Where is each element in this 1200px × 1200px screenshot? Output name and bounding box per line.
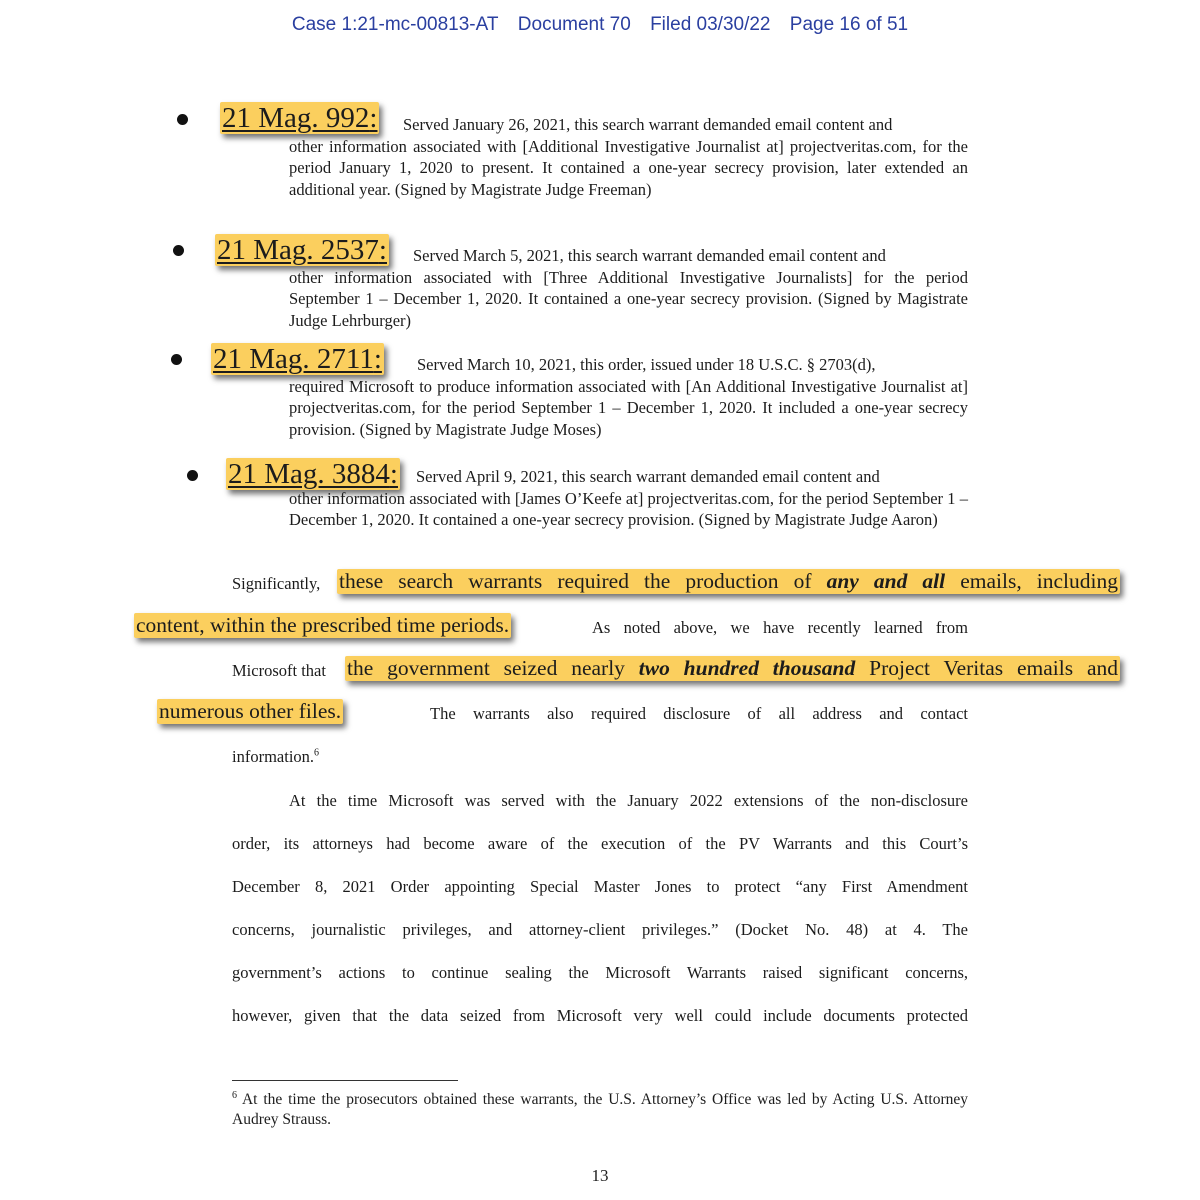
footnote xyxy=(232,1090,968,1130)
page-indicator: Page 16 of 51 xyxy=(789,14,909,35)
footnote-ref: 6 xyxy=(314,747,320,759)
warrant-description: Served January 26, 2021, this search warrant demanded email content and other information associated with [Additional Investigative Journalist at] projectveritas.com, for the period January 1, 2020 to present. It contained a one-year secrecy provision, later extended an additional year. (Signed by Magistrate Judge Freeman) xyxy=(289,115,968,199)
para2-line: order, its attorneys had become aware of the execution of the PV Warrants and this Court’s xyxy=(232,834,968,853)
warrant-tag: 21 Mag. 992: xyxy=(222,102,378,134)
para1-line3-lead: Microsoft that xyxy=(232,661,326,680)
page-number: 13 xyxy=(591,1166,609,1185)
highlighted-passage: content, within the prescribed time periods. xyxy=(136,613,510,637)
warrant-description: Served March 10, 2021, this order, issued under 18 U.S.C. § 2703(d), required Microsoft to produce information associated with [An Additional Investigative Journalist at] projectveritas.com, for the period September 1 – December 1, 2020. It included a one-year secrecy provision. (Signed by Magistrate Judge Moses) xyxy=(289,355,968,439)
document-number: Document 70 xyxy=(517,14,631,35)
footnote-divider xyxy=(232,1080,458,1081)
para2-line: government’s actions to continue sealing the Microsoft Warrants raised significant concerns, xyxy=(232,963,968,982)
case-number: Case 1:21-mc-00813-AT xyxy=(291,14,499,35)
filed-date: Filed 03/30/22 xyxy=(650,14,771,35)
highlighted-passage: numerous other files. xyxy=(159,699,342,723)
para1-line2-rest: As noted above, we have recently learned from xyxy=(592,618,968,637)
bullet-dot xyxy=(173,245,184,256)
warrant-tag: 21 Mag. 3884: xyxy=(228,458,398,490)
warrant-tag: 21 Mag. 2711: xyxy=(213,343,382,375)
para1-line5: information.$^6$ xyxy=(232,747,320,766)
para2-line: December 8, 2021 Order appointing Special Master Jones to protect “any First Amendment xyxy=(232,877,968,896)
highlighted-passage: the government seized nearly two hundred thousand Project Veritas emails and xyxy=(347,656,1119,680)
para2-line: concerns, journalistic privileges, and attorney-client privileges.” (Docket No. 48) at 4. The xyxy=(232,920,968,939)
para1-line4-rest: The warrants also required disclosure of all address and contact xyxy=(430,704,968,723)
bullet-dot xyxy=(171,354,182,365)
bullet-dot xyxy=(177,114,188,125)
warrant-description: Served April 9, 2021, this search warrant demanded email content and other information associated with [James O’Keefe at] projectveritas.com, for the period September 1 – December 1, 2020. It contained a one-year secrecy provision. (Signed by Magistrate Judge Aaron) xyxy=(289,467,968,529)
footnote-text: At the time the prosecutors obtained these warrants, the U.S. Attorney’s Office was led by Acting U.S. Attorney Audrey Strauss. xyxy=(232,1091,968,1128)
warrant-tag: 21 Mag. 2537: xyxy=(217,234,387,266)
bullet-dot xyxy=(187,470,198,481)
para1-line1-lead: Significantly, xyxy=(232,574,321,593)
case-header xyxy=(0,14,1200,36)
para2-line: however, given that the data seized from Microsoft very well could include documents protected xyxy=(232,1006,968,1025)
para2-line: At the time Microsoft was served with the January 2022 extensions of the non-disclosure xyxy=(289,791,968,810)
highlighted-passage: these search warrants required the production of any and all emails, including xyxy=(339,569,1119,593)
warrant-description: Served March 5, 2021, this search warrant demanded email content and other information associated with [Three Additional Investigative Journalists] for the period September 1 – December 1, 2020. It contained a one-year secrecy provision. (Signed by Magistrate Judge Lehrburger) xyxy=(289,246,968,330)
footnote-number: 6 xyxy=(232,1089,237,1101)
